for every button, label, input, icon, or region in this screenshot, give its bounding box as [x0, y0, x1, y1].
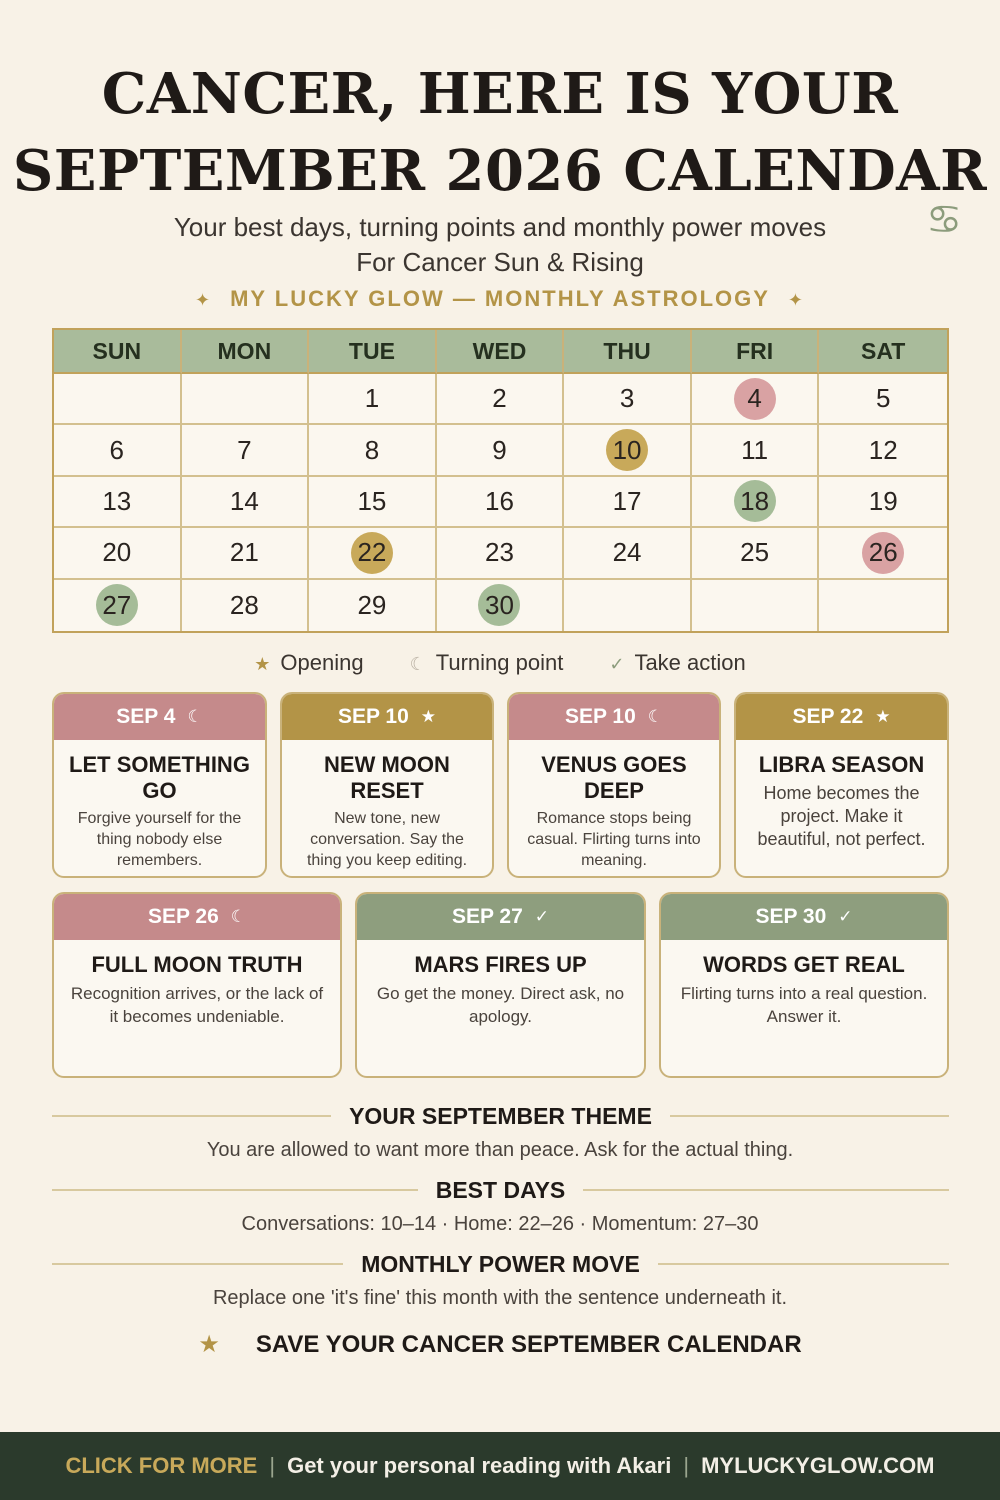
card-header	[282, 694, 492, 740]
check-icon: ✓	[534, 907, 550, 926]
card-date: SEP 26	[147, 905, 219, 928]
day-number: 9	[492, 434, 507, 465]
legend-item-turning-point	[410, 650, 564, 676]
day-number: 1	[364, 383, 380, 414]
divider	[52, 1189, 418, 1191]
divider	[52, 1263, 343, 1265]
day-number: 6	[109, 434, 125, 465]
weekday-header-thu: THU	[564, 330, 692, 374]
save-calendar-cta[interactable]	[0, 1330, 1000, 1359]
weekday-header-sun: SUN	[54, 330, 182, 374]
footer-banner	[0, 1432, 1000, 1500]
day-number: 23	[485, 537, 514, 568]
card-header	[54, 894, 340, 940]
subtitle-line-2: For Cancer Sun & Rising	[356, 247, 644, 277]
calendar-day-9[interactable]	[437, 425, 565, 476]
footer-separator: |	[269, 1453, 276, 1478]
calendar-day-23[interactable]	[437, 528, 565, 579]
moon-icon: ☾	[187, 707, 203, 726]
day-number: 19	[868, 485, 898, 516]
card-date: SEP 10	[564, 705, 636, 728]
calendar-day-16[interactable]	[437, 477, 565, 528]
calendar-day-5[interactable]	[819, 374, 947, 425]
calendar-day-22[interactable]	[309, 528, 437, 579]
card-body: New tone, new conversation. Say the thing you keep editing.	[306, 810, 468, 869]
cancer-zodiac-icon: ♋	[926, 197, 962, 243]
legend-item-take-action	[609, 650, 745, 676]
day-number: 16	[485, 485, 514, 516]
card-title: FULL MOON TRUTH	[91, 952, 303, 977]
best-days-heading	[52, 1175, 949, 1205]
personal-reading-link[interactable]: Get your personal reading with Akari	[287, 1453, 672, 1478]
card-body: Go get the money. Direct ask, no apology.	[376, 984, 625, 1026]
section-label: YOUR SEPTEMBER THEME	[349, 1102, 652, 1129]
day-number: 24	[612, 537, 642, 568]
weekday-header-mon: MON	[182, 330, 310, 374]
calendar-day-24[interactable]	[564, 528, 692, 579]
calendar-day-28[interactable]	[182, 580, 310, 631]
calendar-day-19[interactable]	[819, 477, 947, 528]
star-icon: ★	[254, 654, 271, 674]
calendar-day-14[interactable]	[182, 477, 310, 528]
best-days-text: Conversations: 10–14 · Home: 22–26 · Momentum: 27–30	[241, 1213, 759, 1235]
calendar-empty-cell	[692, 580, 820, 631]
section-label: BEST DAYS	[435, 1176, 566, 1203]
legend-label: Opening	[280, 650, 364, 675]
card-header	[661, 894, 947, 940]
card-date: SEP 27	[451, 905, 523, 928]
highlighted-day-number: 10	[606, 429, 648, 471]
card-header	[54, 694, 265, 740]
day-number: 28	[229, 589, 259, 620]
card-date: SEP 30	[755, 905, 827, 928]
card-date: SEP 22	[792, 705, 864, 728]
highlighted-day-number: 27	[96, 584, 138, 626]
calendar-day-25[interactable]	[692, 528, 820, 579]
title-line-1: CANCER, HERE IS YOUR	[101, 61, 899, 127]
subtitle-line-1: Your best days, turning points and monthly power moves	[173, 212, 827, 242]
legend	[0, 650, 1000, 676]
calendar-day-11[interactable]	[692, 425, 820, 476]
calendar-day-29[interactable]	[309, 580, 437, 631]
day-number: 20	[102, 537, 132, 568]
event-card-sep-27[interactable]	[355, 892, 646, 1078]
moon-icon: ☾	[647, 707, 664, 726]
card-body: Recognition arrives, or the lack of it becomes undeniable.	[70, 984, 324, 1026]
site-link[interactable]: MYLUCKYGLOW.COM	[701, 1453, 935, 1478]
day-number: 7	[237, 434, 252, 465]
calendar-empty-cell	[182, 374, 310, 425]
calendar-day-26[interactable]	[819, 528, 947, 579]
legend-label: Take action	[634, 650, 746, 675]
card-title: LET SOMETHING GO	[69, 752, 250, 803]
theme-heading	[52, 1101, 949, 1131]
card-body: Home becomes the project. Make it beautiful, not perfect.	[757, 783, 926, 849]
legend-item-opening	[254, 650, 363, 676]
card-body: Forgive yourself for the thing nobody else remembers.	[77, 810, 242, 869]
card-header	[509, 694, 719, 740]
card-title: NEW MOON RESET	[324, 752, 450, 803]
event-card-sep-22[interactable]	[734, 692, 949, 878]
day-number: 3	[619, 383, 635, 414]
card-date: SEP 4	[116, 705, 176, 728]
card-body: Romance stops being casual. Flirting turns into meaning.	[527, 810, 701, 869]
calendar-empty-cell	[54, 374, 182, 425]
save-calendar-text: SAVE YOUR CANCER SEPTEMBER CALENDAR	[255, 1331, 802, 1358]
moon-icon: ☾	[230, 907, 247, 926]
calendar-day-8[interactable]	[309, 425, 437, 476]
divider	[658, 1263, 949, 1265]
card-title: WORDS GET REAL	[703, 952, 905, 977]
day-number: 11	[741, 434, 769, 465]
highlighted-day-number: 18	[734, 480, 776, 522]
day-number: 15	[357, 485, 387, 516]
card-title: VENUS GOES DEEP	[541, 752, 687, 803]
divider	[52, 1115, 331, 1117]
divider	[670, 1115, 949, 1117]
day-number: 21	[229, 537, 259, 568]
calendar-day-2[interactable]	[437, 374, 565, 425]
highlighted-day-number: 4	[734, 378, 776, 420]
calendar-day-7[interactable]	[182, 425, 310, 476]
star-icon: ★	[198, 1331, 220, 1358]
calendar-day-17[interactable]	[564, 477, 692, 528]
calendar-day-4[interactable]	[692, 374, 820, 425]
calendar-empty-cell	[819, 580, 947, 631]
card-header	[736, 694, 947, 740]
brand-line	[0, 286, 1000, 312]
card-body: Flirting turns into a real question. Answer it.	[680, 984, 928, 1026]
highlighted-day-number: 26	[862, 532, 904, 574]
event-card-sep-30[interactable]	[659, 892, 949, 1078]
check-icon: ✓	[838, 907, 853, 926]
card-title: LIBRA SEASON	[758, 752, 925, 777]
calendar-day-3[interactable]	[564, 374, 692, 425]
check-icon: ✓	[609, 654, 625, 674]
legend-label: Turning point	[435, 650, 564, 675]
brand-text: MY LUCKY GLOW — MONTHLY ASTROLOGY	[230, 286, 770, 311]
weekday-header-wed: WED	[437, 330, 565, 374]
star-icon: ★	[420, 707, 437, 726]
calendar-empty-cell	[564, 580, 692, 631]
weekday-header-fri: FRI	[692, 330, 820, 374]
card-date: SEP 10	[337, 705, 409, 728]
card-header	[357, 894, 644, 940]
calendar-day-27[interactable]	[54, 580, 182, 631]
sparkle-icon: ✦	[787, 290, 806, 310]
calendar-day-30[interactable]	[437, 580, 565, 631]
event-card-sep-10-new-moon[interactable]	[280, 692, 494, 878]
footer-separator: |	[683, 1453, 690, 1478]
event-card-sep-4[interactable]	[52, 692, 267, 878]
page-title	[0, 56, 1000, 210]
day-number: 5	[875, 383, 891, 414]
day-number: 25	[740, 537, 770, 568]
theme-text: You are allowed to want more than peace. Ask for the actual thing.	[206, 1139, 794, 1161]
power-move-text: Replace one 'it's fine' this month with the sentence underneath it.	[212, 1287, 788, 1309]
star-icon: ★	[875, 707, 891, 726]
calendar-day-6[interactable]	[54, 425, 182, 476]
divider	[583, 1189, 949, 1191]
month-calendar	[52, 328, 949, 633]
highlighted-day-number: 30	[478, 584, 520, 626]
moon-icon: ☾	[409, 654, 426, 674]
day-number: 13	[102, 485, 132, 516]
highlighted-day-number: 22	[351, 532, 393, 574]
card-title: MARS FIRES UP	[414, 952, 587, 977]
day-number: 12	[868, 434, 898, 465]
event-card-sep-10-venus[interactable]	[507, 692, 721, 878]
day-number: 29	[357, 589, 387, 620]
click-for-more-link[interactable]: CLICK FOR MORE	[65, 1453, 258, 1478]
event-card-sep-26[interactable]	[52, 892, 342, 1078]
calendar-day-1[interactable]	[309, 374, 437, 425]
calendar-day-21[interactable]	[182, 528, 310, 579]
sparkle-icon: ✦	[194, 290, 213, 310]
calendar-day-18[interactable]	[692, 477, 820, 528]
weekday-header-tue: TUE	[309, 330, 437, 374]
power-move-heading	[52, 1249, 949, 1279]
day-number: 2	[492, 383, 507, 414]
day-number: 17	[612, 485, 642, 516]
weekday-header-sat: SAT	[819, 330, 947, 374]
calendar-day-13[interactable]	[54, 477, 182, 528]
calendar-day-20[interactable]	[54, 528, 182, 579]
day-number: 8	[364, 434, 380, 465]
section-label: MONTHLY POWER MOVE	[361, 1250, 640, 1277]
calendar-day-12[interactable]	[819, 425, 947, 476]
title-line-2: SEPTEMBER 2026 CALENDAR	[12, 138, 988, 204]
calendar-day-10[interactable]	[564, 425, 692, 476]
day-number: 14	[229, 485, 259, 516]
calendar-day-15[interactable]	[309, 477, 437, 528]
